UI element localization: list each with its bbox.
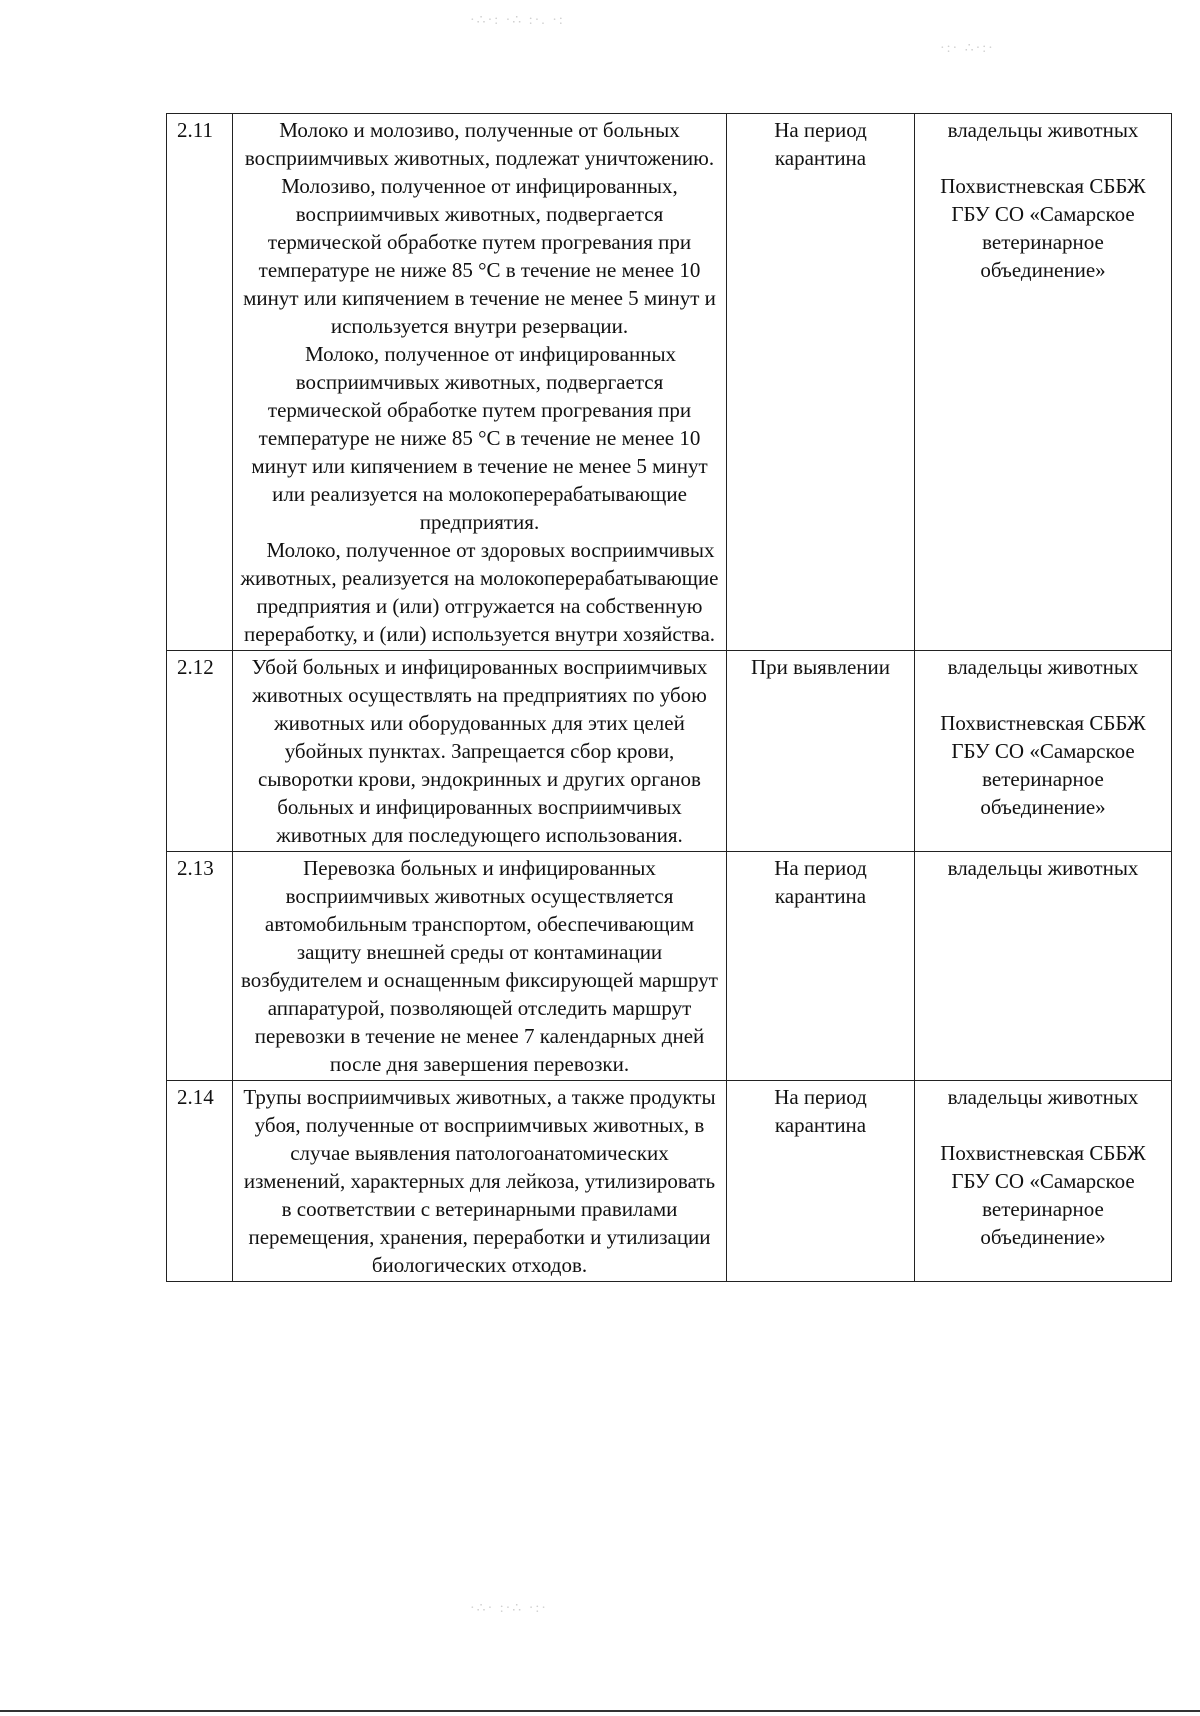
- spacer: [919, 1111, 1167, 1139]
- item-number: 2.14: [167, 1081, 233, 1282]
- spacer: [919, 144, 1167, 172]
- measure-paragraph: Молоко, полученное от здоровых восприимчивых животных, реализуется на молокоперерабатывающие предприятия и (или) отгружается на собственную переработку, и (или) используется внутри хозяйства.: [240, 538, 719, 646]
- bleed-through-noise: ·:· ∴·:·: [940, 41, 995, 56]
- measure-cell: [233, 1081, 727, 1282]
- responsible-cell: [915, 852, 1172, 1081]
- measure-paragraph: Перевозка больных и инфицированных восприимчивых животных осуществляется автомобильным транспортом, обеспечивающим защиту внешней среды от контаминации возбудителем и оснащенным фиксирующей маршрут аппаратурой, позволяющей отследить маршрут перевозки в течение не менее 7 календарных дней после дня завершения перевозки.: [241, 856, 718, 1076]
- item-number: 2.12: [167, 651, 233, 852]
- page-bottom-rule: [0, 1710, 1200, 1712]
- table-row: [167, 852, 1172, 1081]
- responsible-cell: [915, 1081, 1172, 1282]
- responsible-vet-station: Похвистневская СББЖ ГБУ СО «Самарское ветеринарное объединение»: [940, 1141, 1146, 1249]
- responsible-cell: [915, 651, 1172, 852]
- spacer: [919, 681, 1167, 709]
- responsible-vet-station: Похвистневская СББЖ ГБУ СО «Самарское ветеринарное объединение»: [940, 174, 1146, 282]
- responsible-owners: владельцы животных: [947, 118, 1139, 142]
- measure-paragraph: Молоко и молозиво, полученные от больных восприимчивых животных, подлежат уничтожению. Молозиво, полученное от инфицированных, восприимчивых животных, подвергается термической обработке путем прогревания при температуре не ниже 85 °С в течение не менее 10 минут или кипячением в течение не менее 5 минут и используется внутри резервации.: [243, 118, 716, 338]
- measure-paragraph: Молоко, полученное от инфицированных восприимчивых животных, подвергается термической обработке путем прогревания при температуре не ниже 85 °С в течение не менее 10 минут или кипячением в течение не менее 5 минут или реализуется на молокоперерабатывающие предприятия.: [251, 342, 708, 534]
- responsible-owners: владельцы животных: [947, 856, 1139, 880]
- item-number: 2.11: [167, 114, 233, 651]
- term-cell: На период карантина: [727, 852, 915, 1081]
- table-row: [167, 651, 1172, 852]
- table-row: [167, 1081, 1172, 1282]
- term-cell: При выявлении: [727, 651, 915, 852]
- measure-paragraph: Трупы восприимчивых животных, а также продукты убоя, полученные от восприимчивых животных, в случае выявления патологоанатомических изменений, характерных для лейкоза, утилизировать в соответствии с ветеринарными правилами перемещения, хранения, переработки и утилизации биологических отходов.: [243, 1085, 716, 1277]
- bleed-through-noise: ·∴·: ·∴ :·. ·:: [470, 13, 565, 28]
- table-row: [167, 114, 1172, 651]
- bleed-through-noise: ·∴· :·∴ ·:·: [470, 1601, 548, 1616]
- responsible-owners: владельцы животных: [947, 1085, 1139, 1109]
- responsible-owners: владельцы животных: [947, 655, 1139, 679]
- measure-cell: [233, 852, 727, 1081]
- term-cell: На период карантина: [727, 114, 915, 651]
- measures-table: [166, 113, 1172, 1282]
- measure-cell: [233, 114, 727, 651]
- term-cell: На период карантина: [727, 1081, 915, 1282]
- measure-cell: [233, 651, 727, 852]
- responsible-cell: [915, 114, 1172, 651]
- responsible-vet-station: Похвистневская СББЖ ГБУ СО «Самарское ветеринарное объединение»: [940, 711, 1146, 819]
- measure-paragraph: Убой больных и инфицированных восприимчивых животных осуществлять на предприятиях по убою животных или оборудованных для этих целей убойных пунктах. Запрещается сбор крови, сыворотки крови, эндокринных и других органов больных и инфицированных восприимчивых животных для последующего использования.: [251, 655, 708, 847]
- item-number: 2.13: [167, 852, 233, 1081]
